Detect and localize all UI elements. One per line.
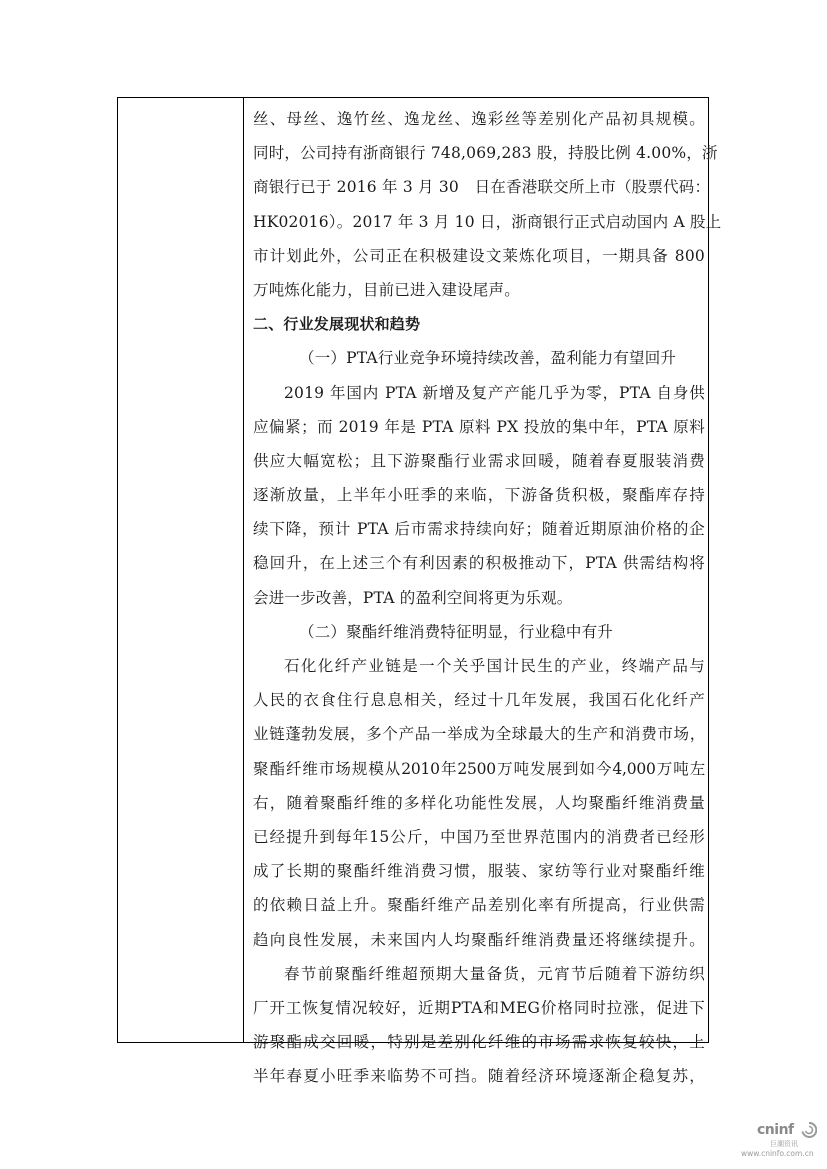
- text-line: 厂开工恢复情况较好，近期PTA和MEG价格同时拉涨，促进下: [253, 998, 705, 1017]
- text-line: 会进一步改善，PTA 的盈利空间将更为乐观。: [253, 588, 573, 607]
- logo-subtitle: 巨潮资讯: [770, 1140, 798, 1148]
- table-text-cell: [253, 102, 722, 1093]
- section-heading: 二、行业发展现状和趋势: [253, 315, 421, 334]
- cninfo-logo: [741, 1122, 817, 1162]
- logo-url: www.cninfo.com.cn: [741, 1149, 814, 1158]
- text-line: 石化化纤产业链是一个关乎国计民生的产业，终端产品与: [284, 657, 705, 675]
- text-line: 业链蓬勃发展，多个产品一举成为全球最大的生产和消费市场，: [253, 725, 705, 744]
- text-line: 稳回升，在上述三个有利因素的积极推动下，PTA 供需结构将: [253, 554, 705, 573]
- text-line: 2019 年国内 PTA 新增及复产产能几乎为零，PTA 自身供: [284, 383, 705, 402]
- text-line: 趋向良性发展，未来国内人均聚酯纤维消费量还将继续提升。: [253, 930, 705, 949]
- logo-swirl-icon: [801, 1122, 817, 1138]
- logo-wordmark: cninf: [757, 1122, 794, 1138]
- text-line: 万吨炼化能力，目前已进入建设尾声。: [253, 280, 520, 299]
- table-left-column: [118, 98, 244, 1042]
- text-line: HK02016）。2017 年 3 月 10 日，浙商银行正式启动国内 A 股上: [253, 212, 722, 231]
- text-line: 的依赖日益上升。聚酯纤维产品差别化率有所提高，行业供需: [253, 896, 705, 915]
- text-line: 供应大幅宽松；且下游聚酯行业需求回暖，随着春夏服装消费: [253, 451, 705, 470]
- text-line: 聚酯纤维市场规模从2010年2500万吨发展到如今4,000万吨左: [253, 759, 705, 778]
- text-line: 丝、母丝、逸竹丝、逸龙丝、逸彩丝等差别化产品初具规模。: [253, 110, 705, 128]
- text-line: 续下降，预计 PTA 后市需求持续向好；随着近期原油价格的企: [253, 520, 705, 539]
- subsection-heading: （二）聚酯纤维消费特征明显，行业稳中有升: [299, 622, 614, 641]
- text-line: 应偏紧；而 2019 年是 PTA 原料 PX 投放的集中年，PTA 原料: [253, 417, 705, 436]
- text-line: 右，随着聚酯纤维的多样化功能性发展，人均聚酯纤维消费量: [253, 793, 705, 812]
- text-line: 春节前聚酯纤维超预期大量备货，元宵节后随着下游纺织: [284, 964, 705, 983]
- text-line: 商银行已于 2016 年 3 月 30 日在香港联交所上市（股票代码：: [253, 178, 711, 197]
- subsection-heading: （一）PTA行业竞争环境持续改善，盈利能力有望回升: [299, 349, 677, 368]
- text-line: 半年春夏小旺季来临势不可挡。随着经济环境逐渐企稳复苏，: [253, 1067, 705, 1086]
- text-line: 市计划此外，公司正在积极建设文莱炼化项目，一期具备 800: [253, 246, 705, 265]
- text-line: 同时，公司持有浙商银行 748,069,283 股，持股比例 4.00%，浙: [253, 144, 718, 163]
- text-line: 成了长期的聚酯纤维消费习惯，服装、家纺等行业对聚酯纤维: [253, 862, 705, 881]
- text-line: 逐渐放量，上半年小旺季的来临，下游备货积极，聚酯库存持: [253, 486, 705, 505]
- text-line: 游聚酯成交回暖，特别是差别化纤维的市场需求恢复较快，上: [253, 1033, 705, 1052]
- content-table: [117, 97, 722, 1086]
- text-line: 人民的衣食住行息息相关，经过十几年发展，我国石化化纤产: [253, 691, 705, 710]
- text-line: 已经提升到每年15公斤，中国乃至世界范围内的消费者已经形: [253, 827, 705, 846]
